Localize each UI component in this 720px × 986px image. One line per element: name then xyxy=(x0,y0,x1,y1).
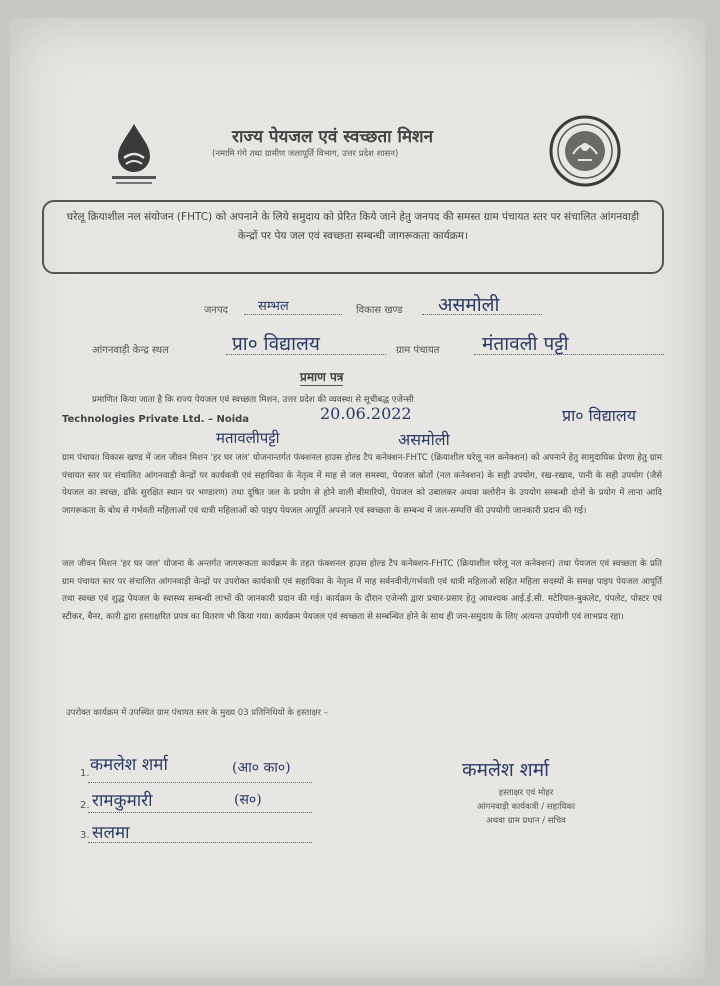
sig-1-role: (आ० का०) xyxy=(232,760,291,776)
signatures-intro: उपरोक्त कार्यक्रम में उपस्थित ग्राम पंचायत स्तर के मुख्य 03 प्रतिनिधियों के हस्ताक्षर – xyxy=(66,708,328,718)
gram-panchayat-label: ग्राम पंचायत xyxy=(396,345,440,356)
anganwadi-label: आंगनवाड़ी केन्द्र स्थल xyxy=(92,345,169,356)
sig-1-name: कमलेश शर्मा xyxy=(90,755,168,775)
agency-name: Technologies Private Ltd. – Noida xyxy=(62,414,250,425)
sig-3-number: 3. xyxy=(80,830,90,841)
sig-3-line xyxy=(88,842,312,843)
signature-authority-label: हस्ताक्षर एवं मोहर आंगनवाड़ी कार्यकत्री / सहायिका अथवा ग्राम प्रधान / सचिव xyxy=(476,788,576,826)
program-block: असमोली xyxy=(398,430,450,449)
sig-3-name: सलमा xyxy=(92,823,130,843)
up-government-seal xyxy=(548,114,622,188)
para1-intro: प्रमाणित किया जाता है कि राज्य पेयजल एवं स्वच्छता मिशन, उत्तर प्रदेश की व्यवस्था से सूचीबद्ध एजेन्सी xyxy=(92,395,414,405)
sig-1-number: 1. xyxy=(80,768,90,779)
sig-2-line xyxy=(88,812,312,813)
vikas-khand-value: असमोली xyxy=(438,294,500,316)
mission-title: राज्य पेयजल एवं स्वच्छता मिशन xyxy=(232,127,434,147)
janpad-label: जनपद xyxy=(204,305,228,316)
program-venue: प्रा० विद्यालय xyxy=(562,406,637,425)
har-ghar-jal-logo xyxy=(104,120,164,190)
certificate-heading: प्रमाण पत्र xyxy=(300,370,344,384)
sig-2-number: 2. xyxy=(80,800,90,811)
sig-1-line xyxy=(88,782,312,783)
banner-text: घरेलू क्रियाशील नल संयोजन (FHTC) को अपनाने के लिये समुदाय को प्रेरित किये जाने हेतु जनपद की समस्त ग्राम पंचायत स्तर पर संचालित आंगनवाड़ी केन्द्रों पर पेय जल एवं स्वच्छता सम्बन्धी जागरूकता कार्यक्रम। xyxy=(66,211,640,242)
mission-subtitle: (नमामि गंगे तथा ग्रामीण जलापूर्ति विभाग, उत्तर प्रदेश शासन) xyxy=(212,149,399,159)
sig-2-name: रामकुमारी xyxy=(92,791,153,811)
program-banner xyxy=(42,200,664,274)
janpad-line xyxy=(244,314,342,315)
janpad-value: सम्भल xyxy=(258,299,289,314)
right-signature: कमलेश शर्मा xyxy=(462,759,549,781)
para2-body: जल जीवन मिशन 'हर घर जल' योजना के अन्तर्गत जागरूकता कार्यक्रम के तहत फंक्शनल हाउस होल्ड टैप कनेक्शन-FHTC (क्रियाशील घरेलू नल कनेक्शन) तथा पेयजल एवं स्वच्छता के प्रति ग्राम पंचायत स्तर पर संचालित आंगनवाड़ी केन्द्रों पर उपरोक्त कार्यकत्री एवं सहायिका के नेतृत्व में माह सर्वनवीनी/गर्भवती एवं धात्री महिलाओं सहित महिला सदस्यों के समक्ष पाइप पेयजल आपूर्ति तथा स्वच्छ एवं शुद्ध पेयजल के स्वास्थ्य सम्बन्धी लाभों की जानकारी प्रदान की गई। कार्यक्रम के दौरान एजेन्सी द्वारा प्रचार-प्रसार हेतु आवश्यक आई.ई.सी. मटेरियल-बुकलेट, पंपलेट, पोस्टर एवं स्टीकर, बैनर, कारी द्वारा हस्ताक्षरित प्रपत्र का वितरण भी किया गया। कार्यक्रम पेयजल एवं स्वच्छता से सम्बन्धित होने के साथ ही जन-समुदाय के लिए अत्यन्त उपयोगी एवं लाभप्रद रहा। xyxy=(62,559,662,622)
gram-panchayat-value: मंतावली पट्टी xyxy=(482,333,569,355)
program-date: 20.06.2022 xyxy=(320,404,412,423)
program-gram-panchayat: मतावलीपट्टी xyxy=(216,429,280,447)
sig-2-role: (स०) xyxy=(234,792,262,808)
vikas-khand-label: विकास खण्ड xyxy=(356,305,403,316)
anganwadi-value: प्रा० विद्यालय xyxy=(232,333,320,355)
para1-body: ग्राम पंचायत विकास खण्ड में जल जीवन मिशन 'हर घर जल' योजनान्तर्गत फंक्शनल हाउस होल्ड टैप कनेक्शन-FHTC (क्रियाशील घरेलू नल कनेक्शन) को अपनाने हेतु सामुदायिक प्रेरणा हेतु ग्राम पंचायत स्तर पर संचालित आंगनवाड़ी केन्द्रों पर कार्यकत्री एवं सहायिका के नेतृत्व में माह से जल समस्या, पेयजल स्रोतों (नल कनेक्शन) के सही उपयोग, रख-रखाव, पानी के सही उपयोग (जैसे पेयजल का स्वच्छ, ढाँके सुरक्षित स्थान पर भण्डारण) तथा दूषित जल के प्रयोग से होने वाली बीमारियों, पेयजल को उबालकर अथवा क्लोरीन के उपयोग सम्बन्धी दोनों के प्रयोग में लाना आदि जागरूकता के बोध से गर्भवती महिलाओं एवं धात्री महिलाओं को पाइप पेयजल आपूर्ति अपनाने एवं स्वच्छता के सम्बन्ध में जल-सम्पत्ति की उपयोगी जानकारी प्रदान की गई। xyxy=(62,453,662,516)
